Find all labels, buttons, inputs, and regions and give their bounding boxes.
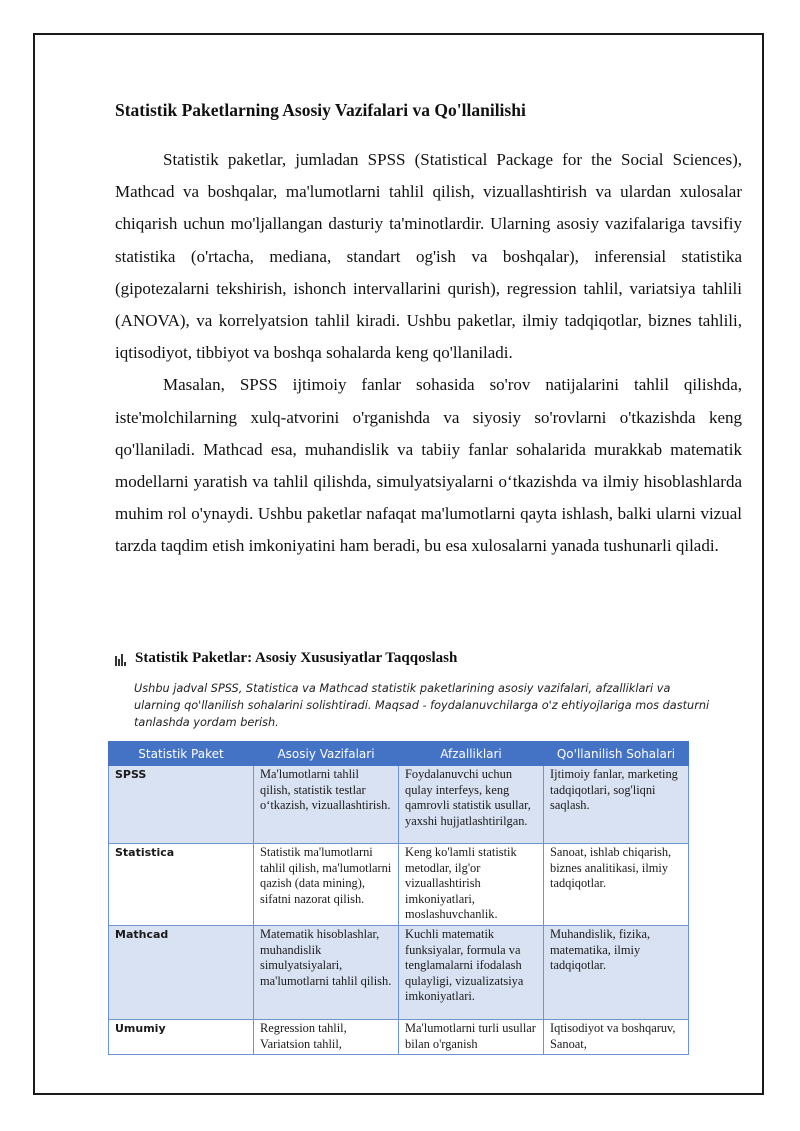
table-cell: Kuchli matematik funksiyalar, formula va tenglamalarni ifodalash qulayligi, vizualizatsiya imkoniyatlari.	[399, 925, 544, 1019]
column-header: Statistik Paket	[109, 742, 254, 766]
table-cell: Foydalanuvchi uchun qulay interfeys, keng qamrovli statistik usullar, yaxshi hujjatlashtirilgan.	[399, 766, 544, 844]
table-row	[109, 766, 689, 844]
table-header-row	[109, 742, 689, 766]
table-caption: Ushbu jadval SPSS, Statistica va Mathcad statistik paketlarining asosiy vazifalari, afzalliklari va ularning qo'llanilish sohalarini solishtiradi. Maqsad - foydalanuvchilarga o'z ehtiyojlariga mos dasturni tanlashda yordam berish.	[134, 682, 710, 729]
table-cell: Mathcad	[109, 925, 254, 1019]
document-body	[115, 98, 742, 563]
table-row	[109, 1019, 689, 1054]
table-cell: Sanoat, ishlab chiqarish, biznes analitikasi, ilmiy tadqiqotlar.	[544, 844, 689, 926]
column-header: Asosiy Vazifalari	[254, 742, 399, 766]
table-cell: Ma'lumotlarni tahlil qilish, statistik testlar o‘tkazish, vizuallashtirish.	[254, 766, 399, 844]
table-cell: Ijtimoiy fanlar, marketing tadqiqotlari, sog'liqni saqlash.	[544, 766, 689, 844]
table-cell: Muhandislik, fizika, matematika, ilmiy tadqiqotlar.	[544, 925, 689, 1019]
table-row	[109, 925, 689, 1019]
table-cell: Keng ko'lamli statistik metodlar, ilg'or vizuallashtirish imkoniyatlari, moslashuvchanlik.	[399, 844, 544, 926]
bar-chart-icon	[115, 652, 129, 666]
comparison-table	[108, 741, 689, 1055]
table-cell: SPSS	[109, 766, 254, 844]
table-title: Statistik Paketlar: Asosiy Xususiyatlar Taqqoslash	[135, 650, 458, 666]
table-cell: Umumiy	[109, 1019, 254, 1054]
table-cell: Ma'lumotlarni turli usullar bilan o'rganish	[399, 1019, 544, 1054]
table-cell: Matematik hisoblashlar, muhandislik simulyatsiyalari, ma'lumotlarni tahlil qilish.	[254, 925, 399, 1019]
table-cell: Statistica	[109, 844, 254, 926]
table-row	[109, 844, 689, 926]
column-header: Afzalliklari	[399, 742, 544, 766]
column-header: Qo'llanilish Sohalari	[544, 742, 689, 766]
document-title: Statistik Paketlarning Asosiy Vazifalari va Qo'llanilishi	[115, 100, 526, 120]
table-cell: Iqtisodiyot va boshqaruv, Sanoat,	[544, 1019, 689, 1054]
paragraph-examples: Masalan, SPSS ijtimoiy fanlar sohasida so'rov natijalarini tahlil qilishda, iste'molchilarning xulq-atvorini o'rganishda va siyosiy so'rovlarni o'tkazishda keng qo'llaniladi. Mathcad esa, muhandislik va tabiiy fanlar sohalarida murakkab matematik modellarni yaratish va tahlil qilishda, simulyatsiyalarni o‘tkazishda va ilmiy hisoblashlarda muhim rol o'ynaydi. Ushbu paketlar nafaqat ma'lumotlarni qayta ishlash, balki ularni vizual tarzda taqdim etish imkoniyatini ham beradi, bu esa xulosalarni yanada tushunarli qiladi.	[115, 375, 742, 556]
table-cell: Regression tahlil, Variatsion tahlil,	[254, 1019, 399, 1054]
table-heading	[115, 650, 715, 667]
paragraph-intro: Statistik paketlar, jumladan SPSS (Statistical Package for the Social Sciences), Mathcad va boshqalar, ma'lumotlarni tahlil qilish, vizuallashtirish va ulardan xulosalar chiqarish uchun mo'ljallangan dasturiy ta'minotlardir. Ularning asosiy vazifalariga tavsifiy statistika (o'rtacha, mediana, standart og'ish va boshqalar), inferensial statistika (gipotezalarni tekshirish, ishonch intervallarini qurish), regression tahlil, variatsiya tahlili (ANOVA), va korrelyatsion tahlil kiradi. Ushbu paketlar, ilmiy tadqiqotlar, biznes tahlili, iqtisodiyot, tibbiyot va boshqa sohalarda keng qo'llaniladi.	[115, 150, 742, 363]
table-cell: Statistik ma'lumotlarni tahlil qilish, ma'lumotlarni qazish (data mining), sifatni nazorat qilish.	[254, 844, 399, 926]
